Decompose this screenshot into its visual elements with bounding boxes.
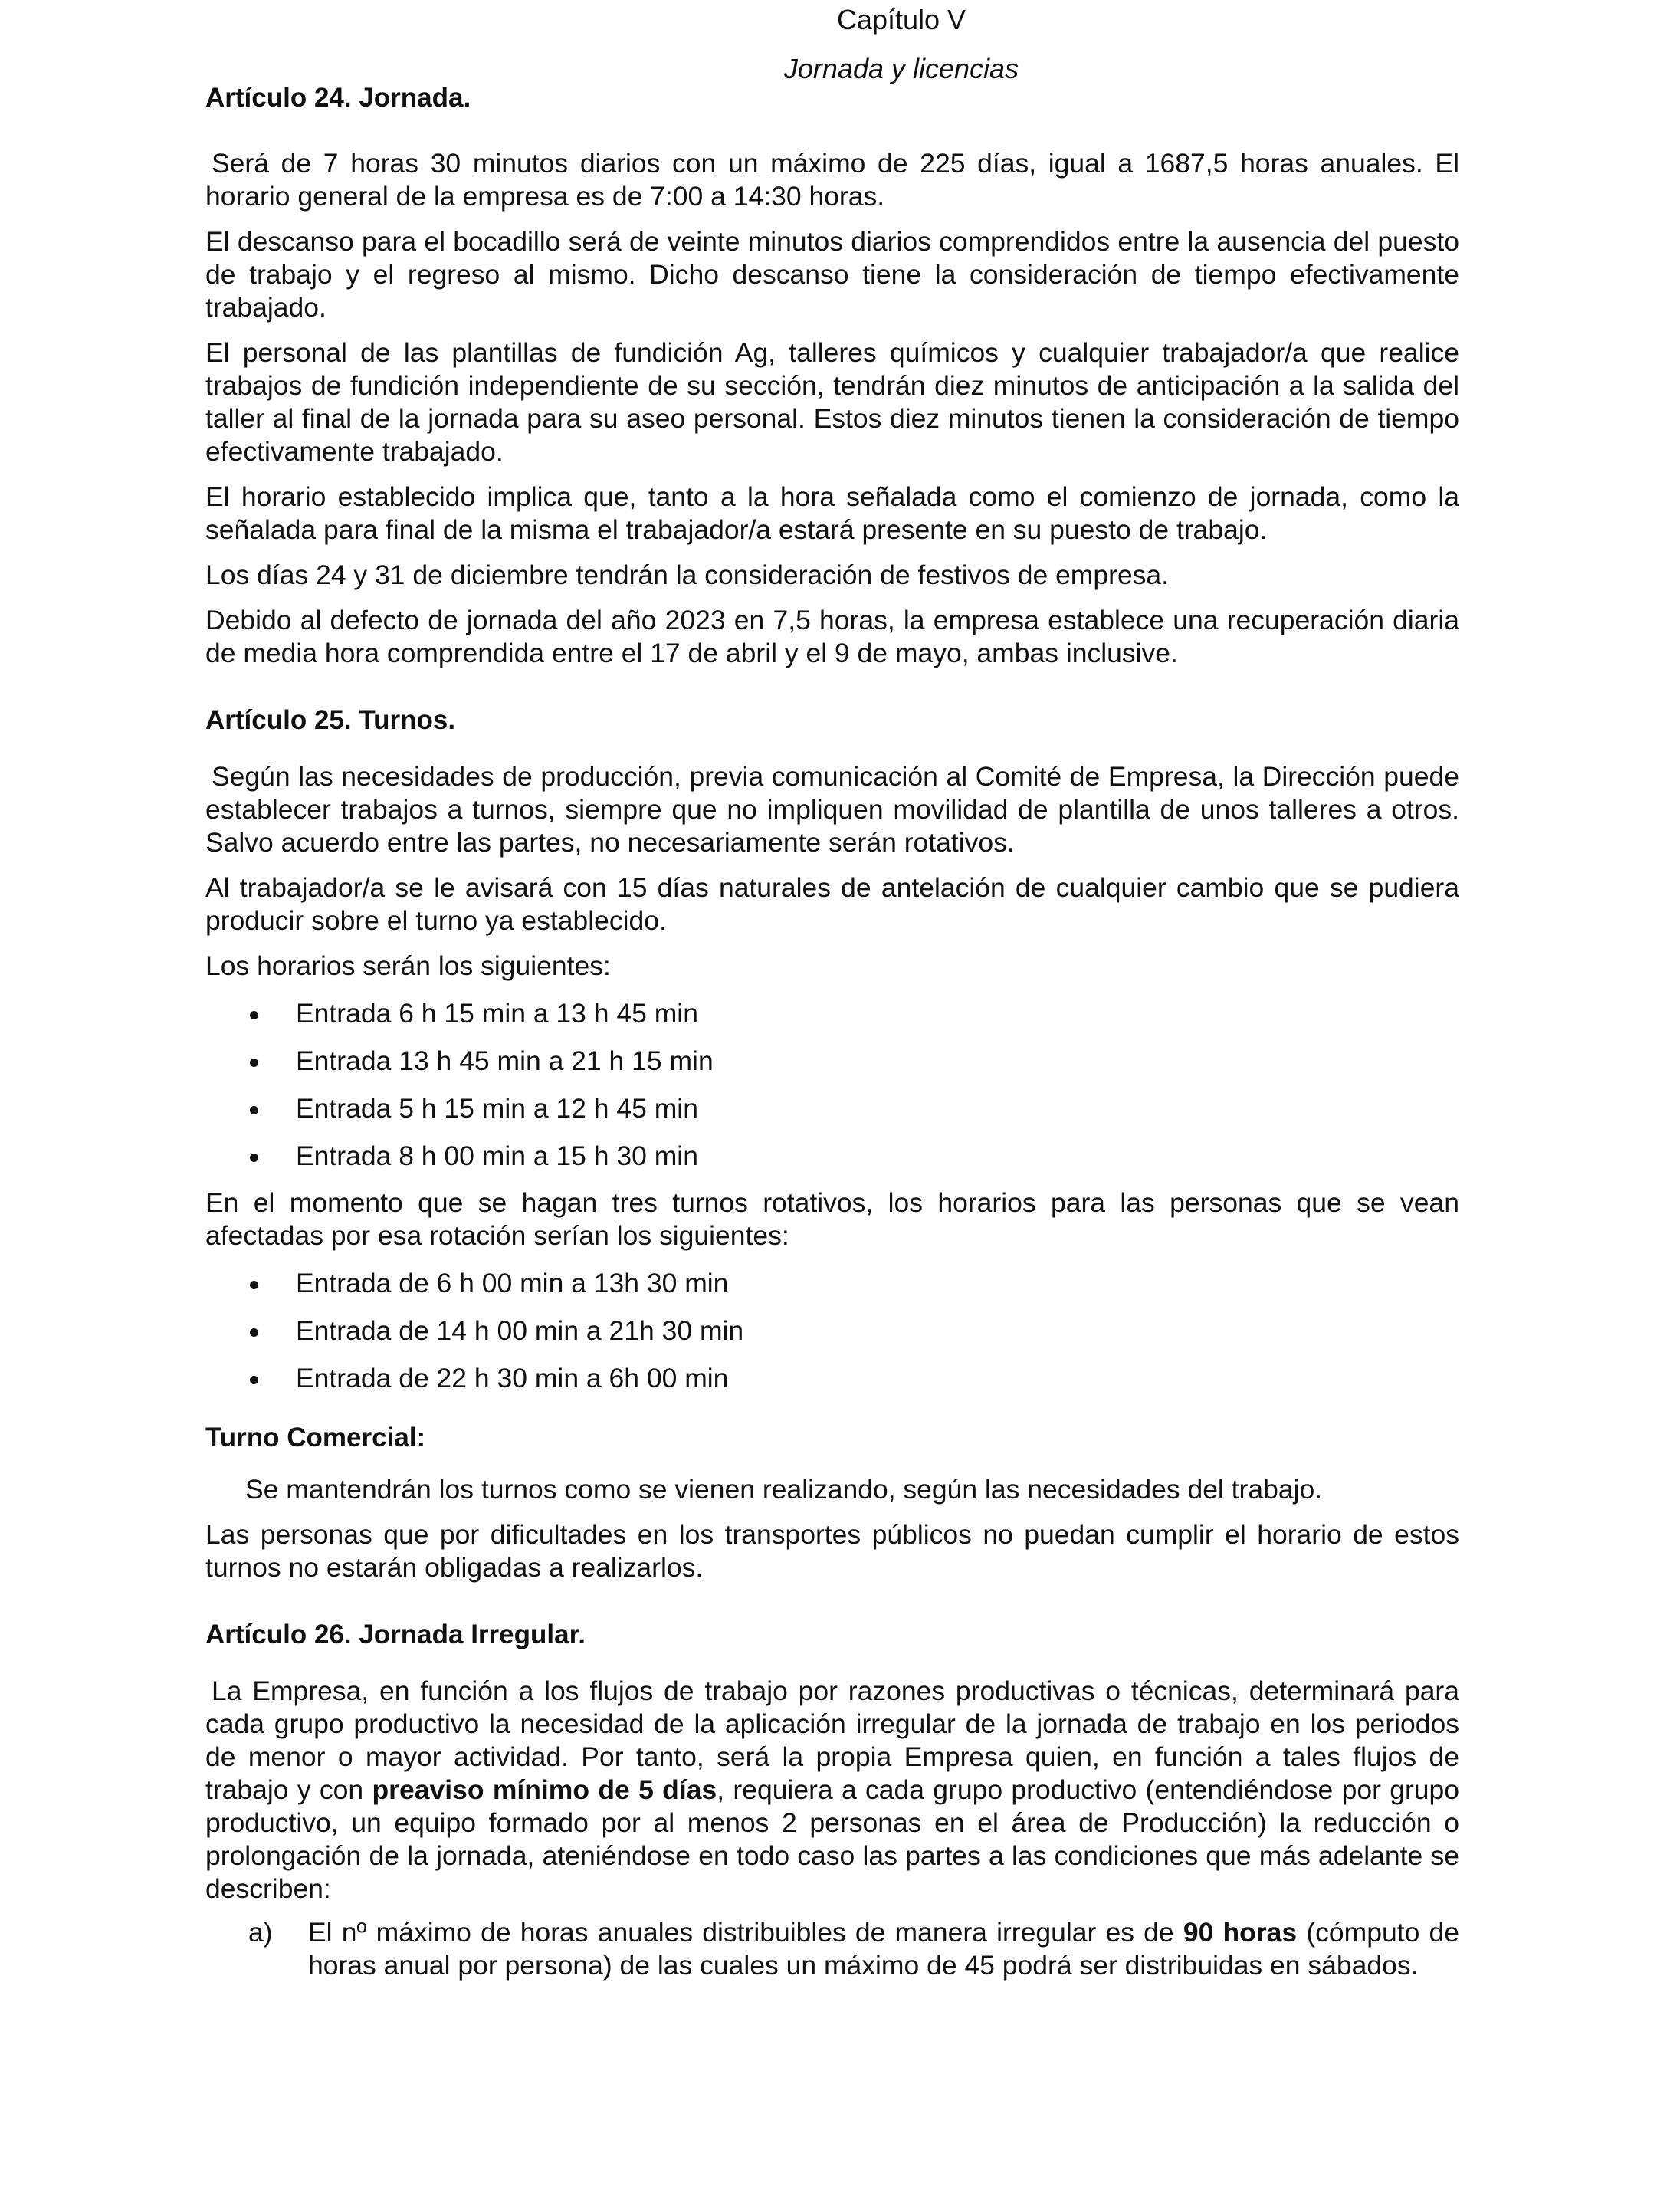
commercial-shift-heading: Turno Comercial:: [205, 1423, 426, 1452]
item-a-bold-hours: 90 horas: [1183, 1917, 1298, 1948]
document-page: [205, 0, 1459, 1982]
chapter-title: Capítulo V: [836, 4, 966, 35]
list-item: Entrada 5 h 15 min a 12 h 45 min: [205, 1092, 1459, 1125]
art26-text-a: La Empresa, en función a los flujos de trabajo por razones productivas o técnicas, determinará para cada grupo productivo la necesidad de la aplicación irregular de la jornada de trabajo en los periodos de menor o mayor actividad. Por tanto, será la propia Empresa quien, en función a tales flujos de trabajo y con: [205, 1676, 1459, 1805]
art24-paragraph-6: Debido al defecto de jornada del año 2023 en 7,5 horas, la empresa establece una recuperación diaria de media hora comprendida entre el 17 de abril y el 9 de mayo, ambas inclusive.: [205, 605, 1459, 668]
art26-text-b: , requiera a cada grupo productivo (entendiéndose por grupo productivo, un equipo formado por al menos 2 personas en el área de Producción) la reducción o prolongación de la jornada, ateniéndose en todo caso las partes a las condiciones que más adelante se describen:: [205, 1774, 1460, 1904]
schedule-list: [205, 997, 1459, 1173]
article-26-heading: Artículo 26. Jornada Irregular.: [205, 1620, 586, 1649]
art24-paragraph-2: El descanso para el bocadillo será de veinte minutos diarios comprendidos entre la ausencia del puesto de trabajo y el regreso al mismo. Dicho descanso tiene la consideración de tiempo efectivamente trabajado.: [205, 226, 1459, 323]
art24-paragraph-3: El personal de las plantillas de fundición Ag, talleres químicos y cualquier trabajador/a que realice trabajos de fundición independiente de su sección, tendrán diez minutos de anticipación a la salida del taller al final de la jornada para su aseo personal. Estos diez minutos tienen la consideración de tiempo efectivamente trabajado.: [205, 337, 1459, 467]
item-marker: a): [248, 1917, 273, 1948]
list-item: Entrada 13 h 45 min a 21 h 15 min: [205, 1045, 1459, 1078]
list-item: Entrada 6 h 15 min a 13 h 45 min: [205, 997, 1459, 1030]
list-item: Entrada de 22 h 30 min a 6h 00 min: [205, 1362, 1459, 1395]
art25-paragraph-4: En el momento que se hagan tres turnos rotativos, los horarios para las personas que se vean afectadas por esa rotación serían los siguientes:: [205, 1187, 1459, 1251]
art25-paragraph-1: Según las necesidades de producción, previa comunicación al Comité de Empresa, la Dirección puede establecer trabajos a turnos, siempre que no impliquen movilidad de plantilla de unos talleres a otros. Salvo acuerdo entre las partes, no necesariamente serán rotativos.: [205, 761, 1459, 858]
art26-item-a: [205, 1916, 1459, 1982]
item-a-text-1: El nº máximo de horas anuales distribuibles de manera irregular es de: [308, 1917, 1183, 1948]
list-item: Entrada de 6 h 00 min a 13h 30 min: [205, 1267, 1459, 1300]
list-item: Entrada de 14 h 00 min a 21h 30 min: [205, 1315, 1459, 1347]
art24-paragraph-5: Los días 24 y 31 de diciembre tendrán la consideración de festivos de empresa.: [205, 560, 1170, 590]
article-24-heading: Artículo 24. Jornada.: [205, 83, 471, 113]
art25-paragraph-2: Al trabajador/a se le avisará con 15 días naturales de antelación de cualquier cambio que se pudiera producir sobre el turno ya establecido.: [205, 872, 1459, 936]
rotating-schedule-list: [205, 1267, 1459, 1395]
art24-paragraph-4: El horario establecido implica que, tanto a la hora señalada como el comienzo de jornada, como la señalada para final de la misma el trabajador/a estará presente en su puesto de trabajo.: [205, 481, 1459, 545]
item-a-text-2: (cómputo de horas anual por persona) de las cuales un máximo de 45 podrá ser distribuidas en sábados.: [308, 1917, 1459, 1981]
commercial-paragraph-2: Las personas que por dificultades en los transportes públicos no puedan cumplir el horario de estos turnos no estarán obligadas a realizarlos.: [205, 1519, 1459, 1583]
art26-paragraph-1: [205, 1675, 1459, 1905]
art25-paragraph-3: Los horarios serán los siguientes:: [205, 950, 611, 981]
art26-bold-notice: preaviso mínimo de 5 días: [372, 1774, 717, 1805]
commercial-paragraph-1: Se mantendrán los turnos como se vienen realizando, según las necesidades del trabajo.: [245, 1474, 1323, 1505]
art24-paragraph-1: Será de 7 horas 30 minutos diarios con un máximo de 225 días, igual a 1687,5 horas anuales. El horario general de la empresa es de 7:00 a 14:30 horas.: [205, 148, 1459, 212]
list-item: Entrada 8 h 00 min a 15 h 30 min: [205, 1140, 1459, 1173]
chapter-subtitle: Jornada y licencias: [783, 53, 1019, 84]
article-25-heading: Artículo 25. Turnos.: [205, 705, 456, 735]
